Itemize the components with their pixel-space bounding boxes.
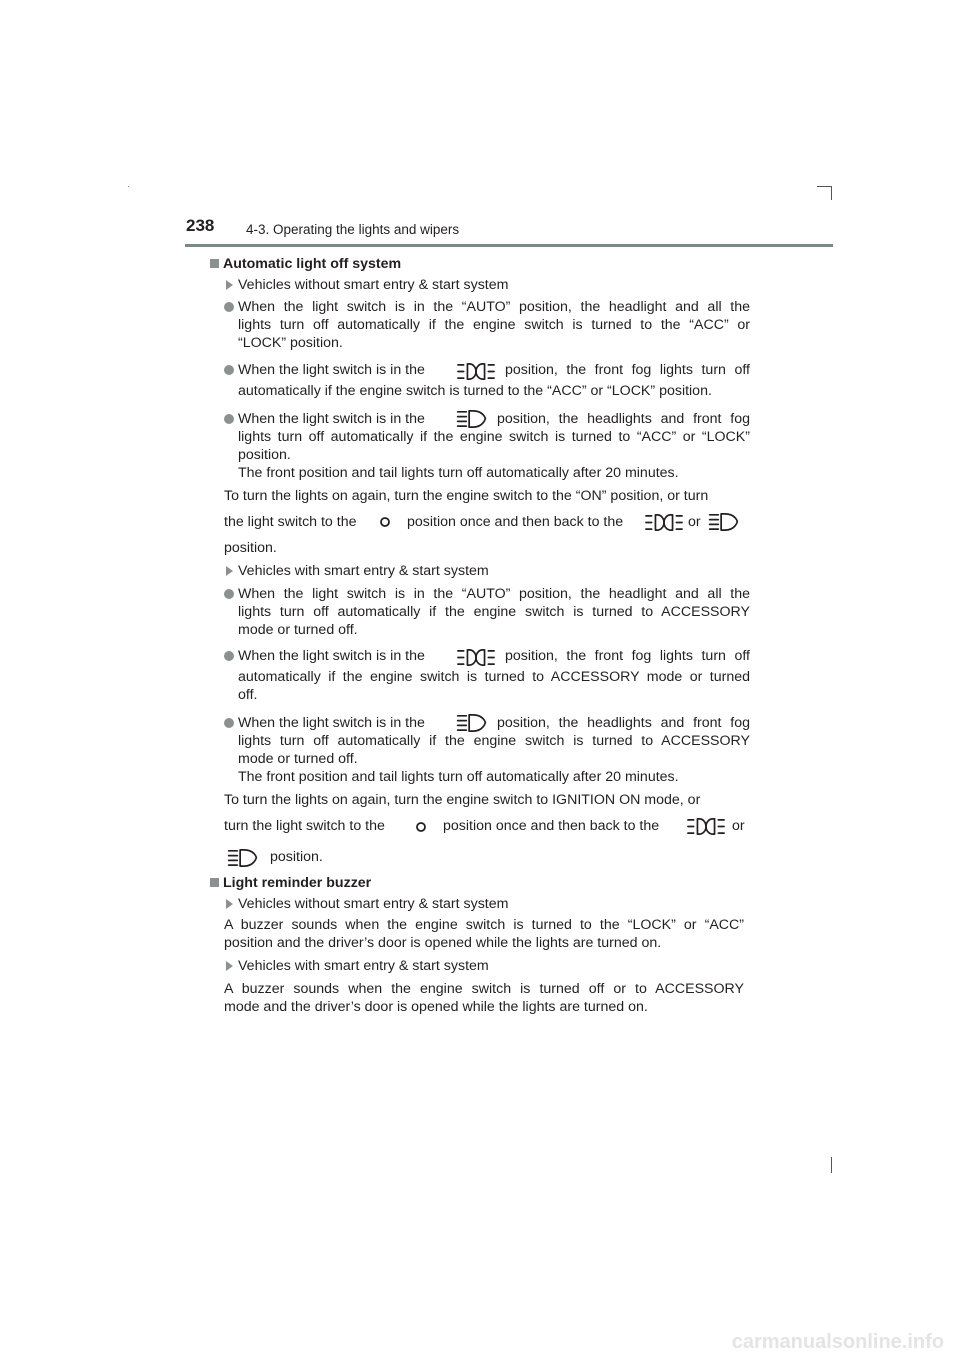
light-off-icon [379, 516, 391, 528]
headlight-icon [456, 712, 488, 733]
body-text: position. [224, 540, 277, 556]
crop-mark [817, 186, 832, 187]
square-bullet-icon [210, 878, 219, 887]
triangle-bullet-icon [226, 566, 233, 576]
triangle-bullet-icon [226, 280, 233, 290]
body-text: lights turn off automatically if the engine switch is turned to ACCESSORY [238, 733, 750, 749]
body-text: lights turn off automatically if the engine switch is turned to the “ACC” or [238, 317, 750, 333]
circle-bullet-icon [224, 589, 234, 599]
watermark: carmanualsonline.info [731, 1331, 944, 1353]
body-text: position, the front fog lights turn off [505, 362, 750, 378]
body-text: position, the headlights and front fog [497, 411, 750, 427]
circle-bullet-icon [224, 302, 234, 312]
subheading-without-smart: Vehicles without smart entry & start system [238, 896, 509, 912]
headlight-icon [708, 511, 740, 532]
body-text: position and the driver’s door is opened while the lights are turned on. [224, 935, 662, 951]
headlight-icon [227, 847, 259, 868]
triangle-bullet-icon [226, 899, 233, 909]
section-title: 4-3. Operating the lights and wipers [246, 222, 460, 237]
body-text: position once and then back to the [443, 818, 660, 834]
tail-light-icon [457, 361, 495, 382]
body-text: mode or turned off. [238, 622, 358, 638]
body-text: turn the light switch to the [224, 818, 385, 834]
body-text: When the light switch is in the “AUTO” position, the headlight and all the [238, 586, 750, 602]
body-text: position once and then back to the [407, 514, 624, 530]
body-text: mode and the driver’s door is opened while the lights are turned on. [224, 999, 648, 1015]
body-text: When the light switch is in the [238, 715, 425, 731]
body-text: off. [238, 687, 258, 703]
tail-light-icon [645, 512, 683, 533]
tail-light-icon [687, 816, 725, 837]
body-text: position. [270, 849, 323, 865]
body-text: or [688, 514, 701, 530]
crop-mark [831, 1157, 832, 1173]
body-text: or [732, 818, 745, 834]
body-text: lights turn off automatically if the engine switch is turned to “ACC” or “LOCK” [238, 429, 750, 445]
circle-bullet-icon [224, 718, 234, 728]
circle-bullet-icon [224, 651, 234, 661]
body-text: A buzzer sounds when the engine switch is turned to the “LOCK” or “ACC” [224, 917, 744, 933]
tail-light-icon [457, 647, 495, 668]
body-text: position, the headlights and front fog [497, 715, 750, 731]
subheading-with-smart: Vehicles with smart entry & start system [238, 563, 489, 579]
body-text: the light switch to the [224, 514, 357, 530]
body-text: When the light switch is in the [238, 411, 425, 427]
body-text: position. [238, 447, 291, 463]
page-number: 238 [186, 216, 215, 235]
heading-buzzer: Light reminder buzzer [210, 874, 371, 892]
subheading-with-smart: Vehicles with smart entry & start system [238, 958, 489, 974]
body-text: The front position and tail lights turn off automatically after 20 minutes. [238, 769, 679, 785]
light-off-icon [415, 821, 427, 833]
body-text: When the light switch is in the [238, 362, 425, 378]
heading-automatic-off: Automatic light off system [210, 255, 401, 273]
body-text: To turn the lights on again, turn the engine switch to the “ON” position, or turn [224, 488, 709, 504]
body-text: mode or turned off. [238, 751, 358, 767]
body-text: The front position and tail lights turn off automatically after 20 minutes. [238, 465, 679, 481]
body-text: To turn the lights on again, turn the engine switch to IGNITION ON mode, or [224, 792, 701, 808]
header-rule [185, 244, 833, 247]
body-text: automatically if the engine switch is turned to the “ACC” or “LOCK” position. [238, 383, 712, 399]
body-text: “LOCK” position. [238, 335, 343, 351]
triangle-bullet-icon [226, 961, 233, 971]
body-text: lights turn off automatically if the engine switch is turned to ACCESSORY [238, 604, 750, 620]
crop-mark [128, 186, 129, 187]
circle-bullet-icon [224, 365, 234, 375]
subheading-without-smart: Vehicles without smart entry & start system [238, 277, 509, 293]
body-text: When the light switch is in the [238, 648, 425, 664]
square-bullet-icon [210, 259, 219, 268]
body-text: automatically if the engine switch is turned to ACCESSORY mode or turned [238, 669, 750, 685]
body-text: When the light switch is in the “AUTO” position, the headlight and all the [238, 299, 750, 315]
body-text: position, the front fog lights turn off [505, 648, 750, 664]
circle-bullet-icon [224, 414, 234, 424]
headlight-icon [456, 408, 488, 429]
body-text: A buzzer sounds when the engine switch is turned off or to ACCESSORY [224, 981, 744, 997]
crop-mark [831, 186, 832, 200]
